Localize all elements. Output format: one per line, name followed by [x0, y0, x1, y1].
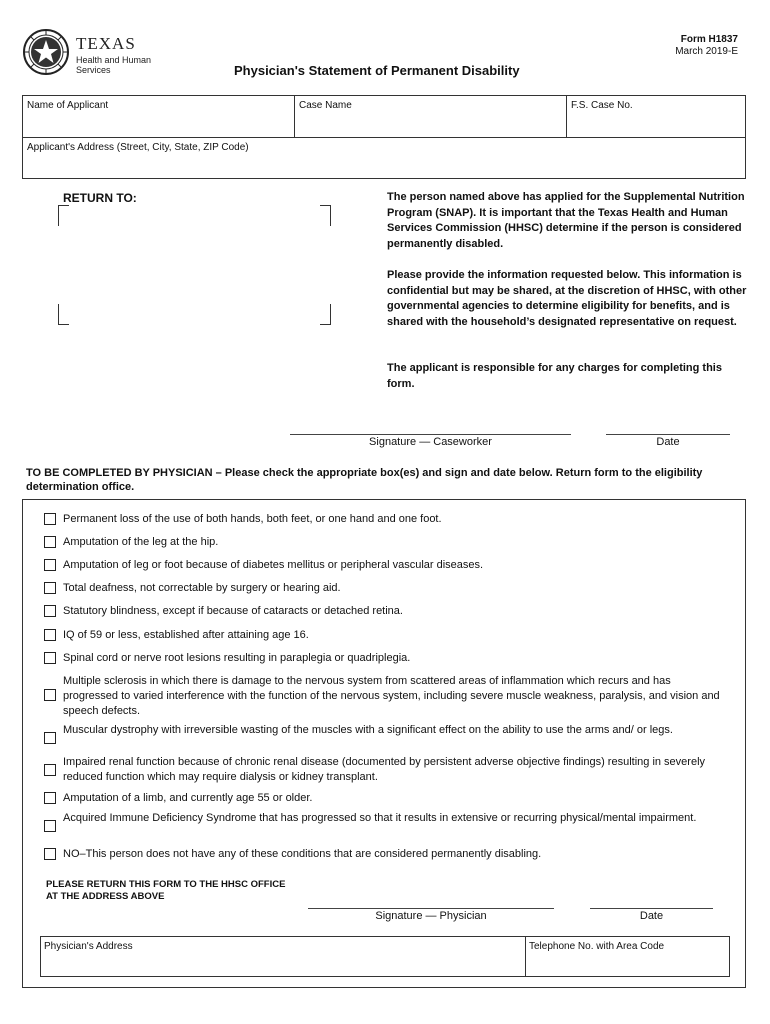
table-divider [294, 96, 295, 137]
name-of-applicant-label: Name of Applicant [27, 100, 109, 111]
condition-text-6: IQ of 59 or less, established after attaining age 16. [63, 629, 309, 641]
condition-text-13: NO–This person does not have any of these conditions that are considered permanently disabling. [63, 848, 542, 860]
case-name-label: Case Name [299, 100, 352, 111]
condition-checkbox-2[interactable] [44, 536, 56, 548]
form-date: March 2019-E [675, 46, 738, 57]
physician-date-line: Date [590, 908, 713, 922]
telephone-label: Telephone No. with Area Code [529, 941, 665, 952]
applicant-address-row [22, 137, 746, 179]
return-address-area [58, 205, 331, 325]
condition-checkbox-12[interactable] [44, 820, 56, 832]
physician-address-box [40, 936, 730, 977]
form-number-block [675, 34, 738, 58]
condition-text-8: Multiple sclerosis in which there is damage to the nervous system from scattered areas of inflammation which recurs and has progressed to varied interference with the function of the nervous system, including severe muscle weakness, paralysis, and vision and speech defects. [63, 675, 720, 717]
info-paragraph-3: The applicant is responsible for any charges for completing this form. [387, 362, 722, 390]
return-form-note: PLEASE RETURN THIS FORM TO THE HHSC OFFICE AT THE ADDRESS ABOVE [46, 879, 286, 902]
condition-text-2: Amputation of the leg at the hip. [63, 536, 219, 548]
condition-text-5: Statutory blindness, except if because of cataracts or detached retina. [63, 605, 403, 617]
page-title: Physician's Statement of Permanent Disability [234, 63, 520, 78]
condition-checkbox-8[interactable] [44, 689, 56, 701]
physician-address-label: Physician's Address [44, 941, 133, 952]
agency-subtitle-line2: Services [76, 65, 111, 75]
condition-text-7: Spinal cord or nerve root lesions resulting in paraplegia or quadriplegia. [63, 652, 411, 664]
condition-checkbox-4[interactable] [44, 582, 56, 594]
condition-checkbox-13[interactable] [44, 848, 56, 860]
physician-signature-line: Signature — Physician [308, 908, 554, 922]
condition-text-11: Amputation of a limb, and currently age 55 or older. [63, 792, 313, 804]
bracket-bottom-left [58, 304, 69, 325]
condition-checkbox-10[interactable] [44, 764, 56, 776]
table-divider [566, 96, 567, 137]
condition-checkbox-6[interactable] [44, 629, 56, 641]
caseworker-date-line: Date [606, 434, 730, 448]
condition-checkbox-11[interactable] [44, 792, 56, 804]
caseworker-signature-line: Signature — Caseworker [290, 434, 571, 448]
condition-checkbox-7[interactable] [44, 652, 56, 664]
return-to-label: RETURN TO: [63, 191, 137, 205]
fs-case-no-label: F.S. Case No. [571, 100, 633, 111]
condition-text-9: Muscular dystrophy with irreversible wasting of the muscles with a significant effect on the ability to use the arms and/ or legs. [63, 724, 673, 736]
condition-text-12: Acquired Immune Deficiency Syndrome that has progressed so that it results in extensive or recurring physical/mental impairment. [63, 812, 697, 824]
agency-name: TEXAS [76, 34, 136, 53]
form-number: Form H1837 [680, 34, 738, 45]
condition-checkbox-3[interactable] [44, 559, 56, 571]
physician-instructions: TO BE COMPLETED BY PHYSICIAN – Please check the appropriate box(es) and sign and date below. Return form to the eligibility determination office. [26, 467, 703, 493]
condition-checkbox-1[interactable] [44, 513, 56, 525]
info-paragraph-1: The person named above has applied for the Supplemental Nutrition Program (SNAP). It is important that the Texas Health and Human Services Commission (HHSC) determine if the person is considered permanently disabled. [387, 191, 745, 250]
applicant-address-label: Applicant's Address (Street, City, State, ZIP Code) [27, 142, 249, 153]
applicant-info-row [22, 95, 746, 138]
bracket-top-left [58, 205, 69, 226]
condition-text-4: Total deafness, not correctable by surgery or hearing aid. [63, 582, 341, 594]
bracket-bottom-right [320, 304, 331, 325]
condition-text-10: Impaired renal function because of chronic renal disease (documented by persistent adverse objective findings) resulting in severely reduced function which may require dialysis or kidney transplant. [63, 756, 706, 783]
texas-seal-icon [22, 28, 70, 76]
agency-subtitle [76, 55, 151, 75]
hhsc-logo [22, 28, 157, 76]
table-divider [525, 937, 526, 976]
condition-text-3: Amputation of leg or foot because of diabetes mellitus or peripheral vascular diseases. [63, 559, 484, 571]
condition-checkbox-5[interactable] [44, 605, 56, 617]
agency-subtitle-line1: Health and Human [76, 55, 152, 65]
info-paragraph-2: Please provide the information requested below. This information is confidential but may be shared, at the discretion of HHSC, with other governmental agencies to determine eligibility for benefits, and is shared with the household’s designated representative on request. [387, 269, 747, 328]
bracket-top-right [320, 205, 331, 226]
condition-checkbox-9[interactable] [44, 732, 56, 744]
condition-text-1: Permanent loss of the use of both hands, both feet, or one hand and one foot. [63, 513, 442, 525]
